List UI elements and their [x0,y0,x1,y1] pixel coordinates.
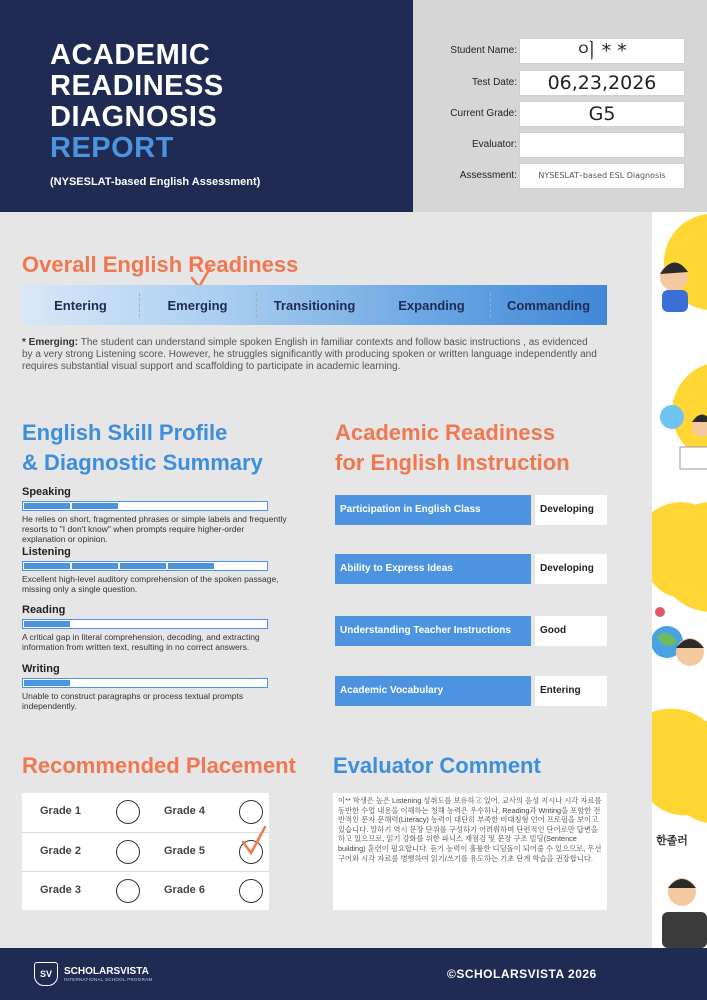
grade-6-label: Grade 6 [164,884,205,896]
info-row-test-date [413,70,707,96]
grade-6-radio[interactable] [239,879,263,903]
logo-name: SCHOLARSVISTA [64,966,149,977]
skill-profile-title-line2: & Diagnostic Summary [22,450,263,475]
evaluator-comment-text: 이** 학생은 높은 Listening 성취도를 보유하고 있어, 교사의 음성 지시나 시각 자료를 동반한 수업 내용을 이해하는 청해 능력은 우수하나, Reading과 Writing을 포함한 전반적인 문자 문해력(Literacy) 능력이 대단히 부족한 비대칭형 언어 프로필을 보이고 있습니다. 말하기 역시 문장 단위를 구성하기 어려워하며 단편적인 단어로만 답변을 하고 있으므로, 읽기 강화를 위한 파닉스 재점검 및 문장 구조 빌딩(Sentence building) 훈련이 필요합니다. 듣기 능력이 훌륭한 디딤돌이 되어줄 수 있으므로, 우선 구어와 시각 자료를 병행하여 읽기/쓰기를 유도하는 기초 단계 학습을 권장합니다. [333,793,607,910]
readiness-desc-level: * Emerging: [22,337,79,348]
level-entering: Entering [54,297,107,313]
skill-level-segment [120,563,166,569]
skill-summary: He relies on short, fragmented phrases or simple labels and frequently resorts to "I don't know" when prompts require higher-order explanation or opinion. [22,514,287,544]
grade-2-radio[interactable] [116,840,140,864]
evaluator-label: Evaluator: [471,139,517,150]
skill-name: Listening [22,546,71,558]
grade-4-label: Grade 4 [164,805,205,817]
placement-row [22,793,269,832]
title-line-2: READINESS [50,70,224,102]
skill-level-segment [72,563,118,569]
student-name-field[interactable]: 이 * * [519,38,685,64]
evaluator-field[interactable] [519,132,685,158]
skill-reading [22,604,282,652]
level-expanding: Expanding [373,285,490,325]
academic-row-value: Entering [535,676,607,706]
grade-1-label: Grade 1 [40,805,81,817]
skill-name: Writing [22,663,60,675]
placement-row [22,832,269,871]
skill-level-segment [24,621,70,627]
grade-label: Current Grade: [450,108,517,119]
academic-row-label: Understanding Teacher Instructions [335,616,531,646]
skill-level-bar [22,619,268,629]
academic-row-value: Good [535,616,607,646]
placement-title: Recommended Placement [22,753,296,778]
footer [0,948,707,1000]
info-row-assessment [413,163,707,189]
kids-illustration [652,212,707,948]
grade-2-label: Grade 2 [40,845,81,857]
academic-row-label: Participation in English Class [335,495,531,525]
title-report: REPORT [50,132,174,164]
info-row-student-name [413,38,707,64]
skill-level-bar [22,561,268,571]
grade-3-label: Grade 3 [40,884,81,896]
svg-text:한졸러: 한졸러 [656,834,688,847]
evaluator-comment-title: Evaluator Comment [333,753,541,778]
skill-level-segment [24,680,70,686]
skill-speaking [22,486,287,544]
skill-listening [22,546,282,594]
test-date-field[interactable]: 06,23,2026 [519,70,685,96]
skill-summary: A critical gap in literal comprehension, decoding, and extracting information from written text, resulting in no correct answers. [22,632,260,652]
assessment-field[interactable]: NYSESLAT–based ESL Diagnosis [519,163,685,189]
academic-row-value: Developing [535,554,607,584]
grade-field[interactable]: G5 [519,101,685,127]
overall-readiness-title: Overall English Readiness [22,252,299,277]
grade-5-check-icon [240,825,268,857]
scholarsvista-logo[interactable] [34,962,153,986]
skill-level-bar [22,678,268,688]
info-row-grade [413,101,707,127]
skill-level-bar [22,501,268,511]
level-emerging: Emerging [139,285,256,325]
readiness-scale [22,285,607,325]
illustration-strip [652,212,707,948]
academic-row [335,554,607,584]
skill-name: Speaking [22,486,71,498]
assessment-label: Assessment: [459,170,517,181]
skill-level-segment [168,563,214,569]
skill-profile-title [22,418,263,478]
academic-row-label: Academic Vocabulary [335,676,531,706]
skill-writing [22,663,282,711]
academic-title-line2: for English Instruction [335,450,570,475]
skill-level-segment [24,563,70,569]
level-commanding: Commanding [490,285,607,325]
skill-summary: Unable to construct paragraphs or process textual prompts independently. [22,691,244,711]
grade-4-radio[interactable] [239,800,263,824]
copyright: ©SCHOLARSVISTA 2026 [447,967,597,981]
academic-title-line1: Academic Readiness [335,420,556,445]
grade-3-radio[interactable] [116,879,140,903]
level-transitioning: Transitioning [256,285,373,325]
placement-row [22,871,269,910]
student-name-label: Student Name: [450,45,517,56]
skill-name: Reading [22,604,66,616]
report-subtitle: (NYSESLAT-based English Assessment) [50,176,261,188]
logo-text [64,966,153,982]
grade-1-radio[interactable] [116,800,140,824]
skill-level-segment [24,503,70,509]
academic-row [335,676,607,706]
academic-row-label: Ability to Express Ideas [335,554,531,584]
title-line-3: DIAGNOSIS [50,101,218,133]
test-date-label: Test Date: [471,77,517,88]
readiness-description [22,337,600,373]
academic-readiness-title [335,418,570,478]
info-row-evaluator [413,132,707,158]
skill-level-segment [72,503,118,509]
logo-tagline: INTERNATIONAL SCHOOL PROGRAM [64,977,153,982]
title-line-1: ACADEMIC [50,39,211,71]
academic-row [335,616,607,646]
grade-5-label: Grade 5 [164,845,205,857]
academic-row [335,495,607,525]
placement-grid [22,793,269,910]
shield-icon: SV [34,962,58,986]
skill-summary: Excellent high-level auditory comprehension of the spoken passage, missing only a single question. [22,574,279,594]
readiness-desc-text: The student can understand simple spoken English in familiar contexts and follow basic instructions , as evidenced by a very strong Listening score. However, he struggles significantly with producing spoken or written language independently and requires substantial visual support and scaffolding to participate in academic learning. [22,337,597,372]
report-title [50,40,224,164]
skill-profile-title-line1: English Skill Profile [22,420,228,445]
header-banner [0,0,413,212]
academic-row-value: Developing [535,495,607,525]
